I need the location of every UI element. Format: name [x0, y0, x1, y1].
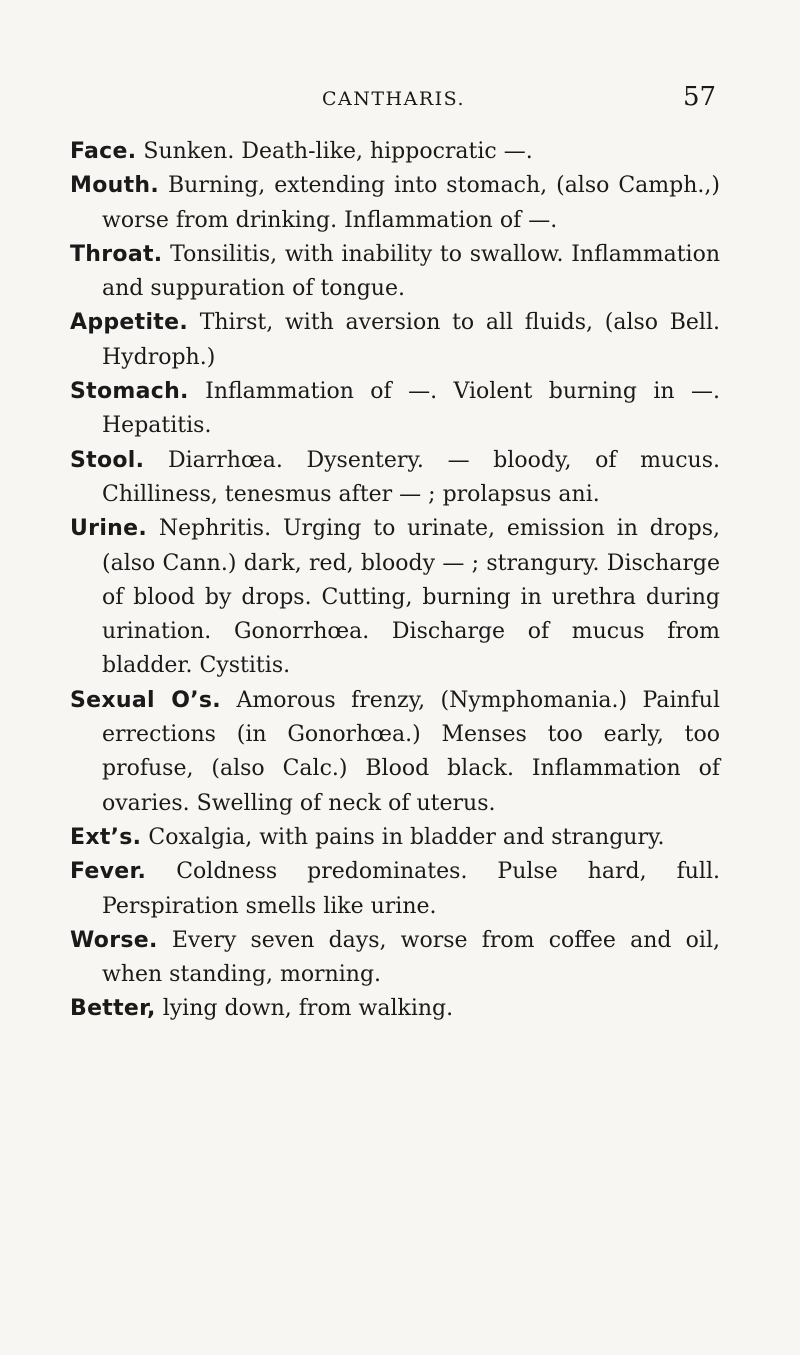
- entry-face: [70, 135, 720, 169]
- entry-stool: [70, 444, 720, 513]
- entry-text: Burning, extending into stomach, (also Camph.,) worse from drinking. Inflammation of —.: [102, 173, 720, 233]
- entry-text: Every seven days, worse from coffee and oil, when standing, morning.: [102, 927, 720, 988]
- entry-heading: Worse.: [70, 927, 158, 953]
- entry-heading: Mouth.: [70, 173, 160, 199]
- entry-heading: Fever.: [70, 859, 147, 885]
- entry-heading: Ext’s.: [70, 824, 142, 850]
- entry-text: lying down, from walking.: [162, 996, 454, 1022]
- entry-better: [70, 992, 720, 1026]
- entry-fever: [70, 855, 720, 924]
- entry-text: Sunken. Death-like, hippocratic —.: [143, 139, 533, 164]
- running-title: CANTHARIS.: [322, 88, 466, 110]
- entry-text: Coxalgia, with pains in bladder and strangury.: [148, 824, 665, 850]
- entry-urine: [70, 512, 720, 683]
- entry-text: Amorous frenzy, (Nymphomania.) Painful errections (in Gonorhœa.) Menses too early, too profuse, (also Calc.) Blood black. Inflammation of ovaries. Swelling of neck of uterus.: [102, 687, 720, 816]
- entry-heading: Stool.: [70, 447, 145, 473]
- entry-text: Coldness predominates. Pulse hard, full. Perspiration smells like urine.: [102, 859, 720, 919]
- entry-heading: Stomach.: [70, 379, 189, 405]
- entry-stomach: [70, 375, 720, 444]
- entry-appetite: [70, 306, 720, 375]
- entry-extremities: [70, 821, 720, 855]
- page-number: 57: [683, 82, 717, 112]
- entry-mouth: [70, 169, 720, 238]
- entry-throat: [70, 238, 720, 307]
- entry-heading: Throat.: [70, 241, 163, 267]
- entry-text: Thirst, with aversion to all fluids, (also Bell. Hydroph.): [102, 310, 720, 370]
- entry-heading: Better,: [70, 996, 156, 1022]
- entry-heading: Face.: [70, 139, 137, 164]
- entry-heading: Sexual O’s.: [70, 687, 221, 713]
- symptom-entries: [70, 135, 720, 1027]
- running-head: [0, 82, 800, 116]
- entry-heading: Appetite.: [70, 310, 188, 336]
- entry-heading: Urine.: [70, 516, 147, 542]
- entry-worse: [70, 924, 720, 993]
- entry-text: Inflammation of —. Violent burning in —. Hepatitis.: [102, 379, 720, 439]
- entry-text: Tonsilitis, with inability to swallow. Inflammation and suppuration of tongue.: [102, 241, 720, 302]
- entry-sexual-organs: [70, 684, 720, 821]
- entry-text: Diarrhœa. Dysentery. — bloody, of mucus. Chilliness, tenesmus after — ; prolapsus ani.: [102, 447, 720, 507]
- entry-text: Nephritis. Urging to urinate, emission in drops, (also Cann.) dark, red, bloody — ; strangury. Discharge of blood by drops. Cutting, burning in urethra during urination. Gonorrhœa. Discharge of mucus from bladder. Cystitis.: [102, 516, 720, 679]
